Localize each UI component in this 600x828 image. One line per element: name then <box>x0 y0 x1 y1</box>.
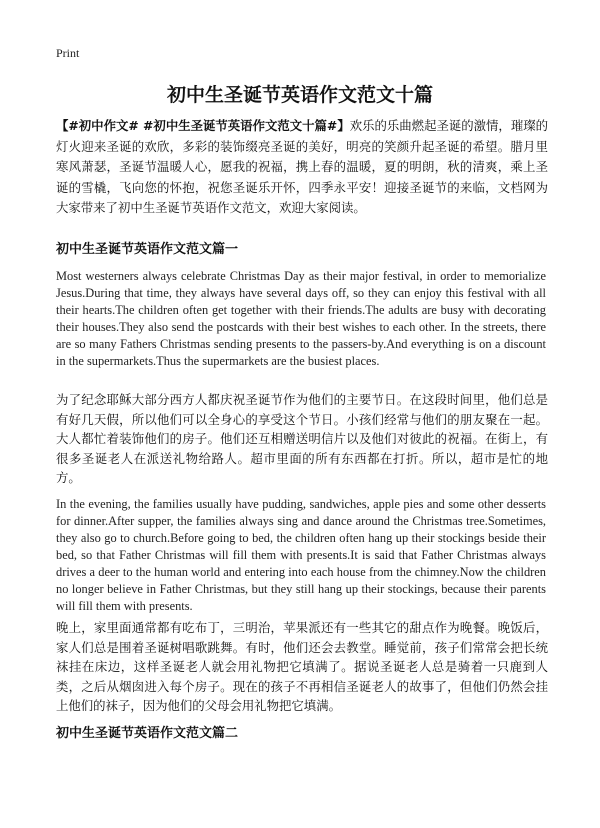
chinese-paragraph-1: 为了纪念耶稣大部分西方人都庆祝圣诞节作为他们的主要节日。在这段时间里，他们总是有好几天假，所以他们可以全身心的享受这个节日。小孩们经常与他们的朋友聚在一起。大人都忙着装饰他们的房子。他们还互相赠送明信片以及他们对彼此的祝福。在街上，有很多圣诞老人在派送礼物给路人。超市里面的所有东西都在打折。所以，超市是忙的地方。 <box>56 392 548 485</box>
section-heading-2: 初中生圣诞节英语作文范文篇二 <box>56 726 239 741</box>
english-paragraph-2: In the evening, the families usually have pudding, sandwiches, apple pies and some other desserts for dinner.After supper, the families always sing and dance around the Christmas tree.Sometimes, they also go to church.Before going to bed, the children often hang up their stockings beside their bed, so that Father Christmas will fill them with presents.It is said that Father Christmas always drives a deer to the human world and entering into each house from the chimney.Now the children no longer believe in Father Christmas, but they still hang up their stockings, because their parents will fill them with presents. <box>56 497 546 613</box>
document-title: 初中生圣诞节英语作文范文十篇 <box>166 84 433 106</box>
print-label[interactable]: Print <box>56 46 80 60</box>
english-paragraph-1: Most westerners always celebrate Christmas Day as their major festival, in order to memorialize Jesus.During that time, they always have several days off, so they can enjoy this festival with all their hearts.The children often get together with their friends.The adults are busy with decorating their houses.They also send the postcards with their best wishes to each other. In the streets, there are so many Fathers Christmas sending presents to the passers-by.And everything is on a discount in the supermarkets.Thus the supermarkets are the busiest places. <box>56 269 546 368</box>
chinese-paragraph-2: 晚上，家里面通常都有吃布丁，三明治，苹果派还有一些其它的甜点作为晚餐。晚饭后，家人们总是围着圣诞树唱歌跳舞。有时，他们还会去教堂。睡觉前，孩子们常常会把长统袜挂在床边，这样圣诞老人就会用礼物把它填满了。据说圣诞老人总是骑着一只鹿到人类，之后从烟囱进入每个房子。现在的孩子不再相信圣诞老人的故事了，但他们仍然会挂上他们的袜子，因为他们的父母会用礼物把它填满。 <box>56 620 548 713</box>
intro-paragraph <box>56 116 548 219</box>
intro-text: 欢乐的乐曲燃起圣诞的激情，璀璨的灯火迎来圣诞的欢欣，多彩的装饰缀亮圣诞的美好，明亮的笑颜升起圣诞的希望。腊月里寒风萧瑟，圣诞节温暖人心，愿我的祝福，携上春的温暖，夏的明朗，秋的清爽，乘上圣诞的雪橇，飞向您的怀抱，祝您圣诞乐开怀，四季永平安！迎接圣诞节的来临，文档网为大家带来了初中生圣诞节英语作文范文，欢迎大家阅读。 <box>56 118 549 215</box>
section-heading-1: 初中生圣诞节英语作文范文篇一 <box>56 242 239 257</box>
intro-tag: 【#初中作文# #初中生圣诞节英语作文范文十篇#】 <box>56 118 350 133</box>
